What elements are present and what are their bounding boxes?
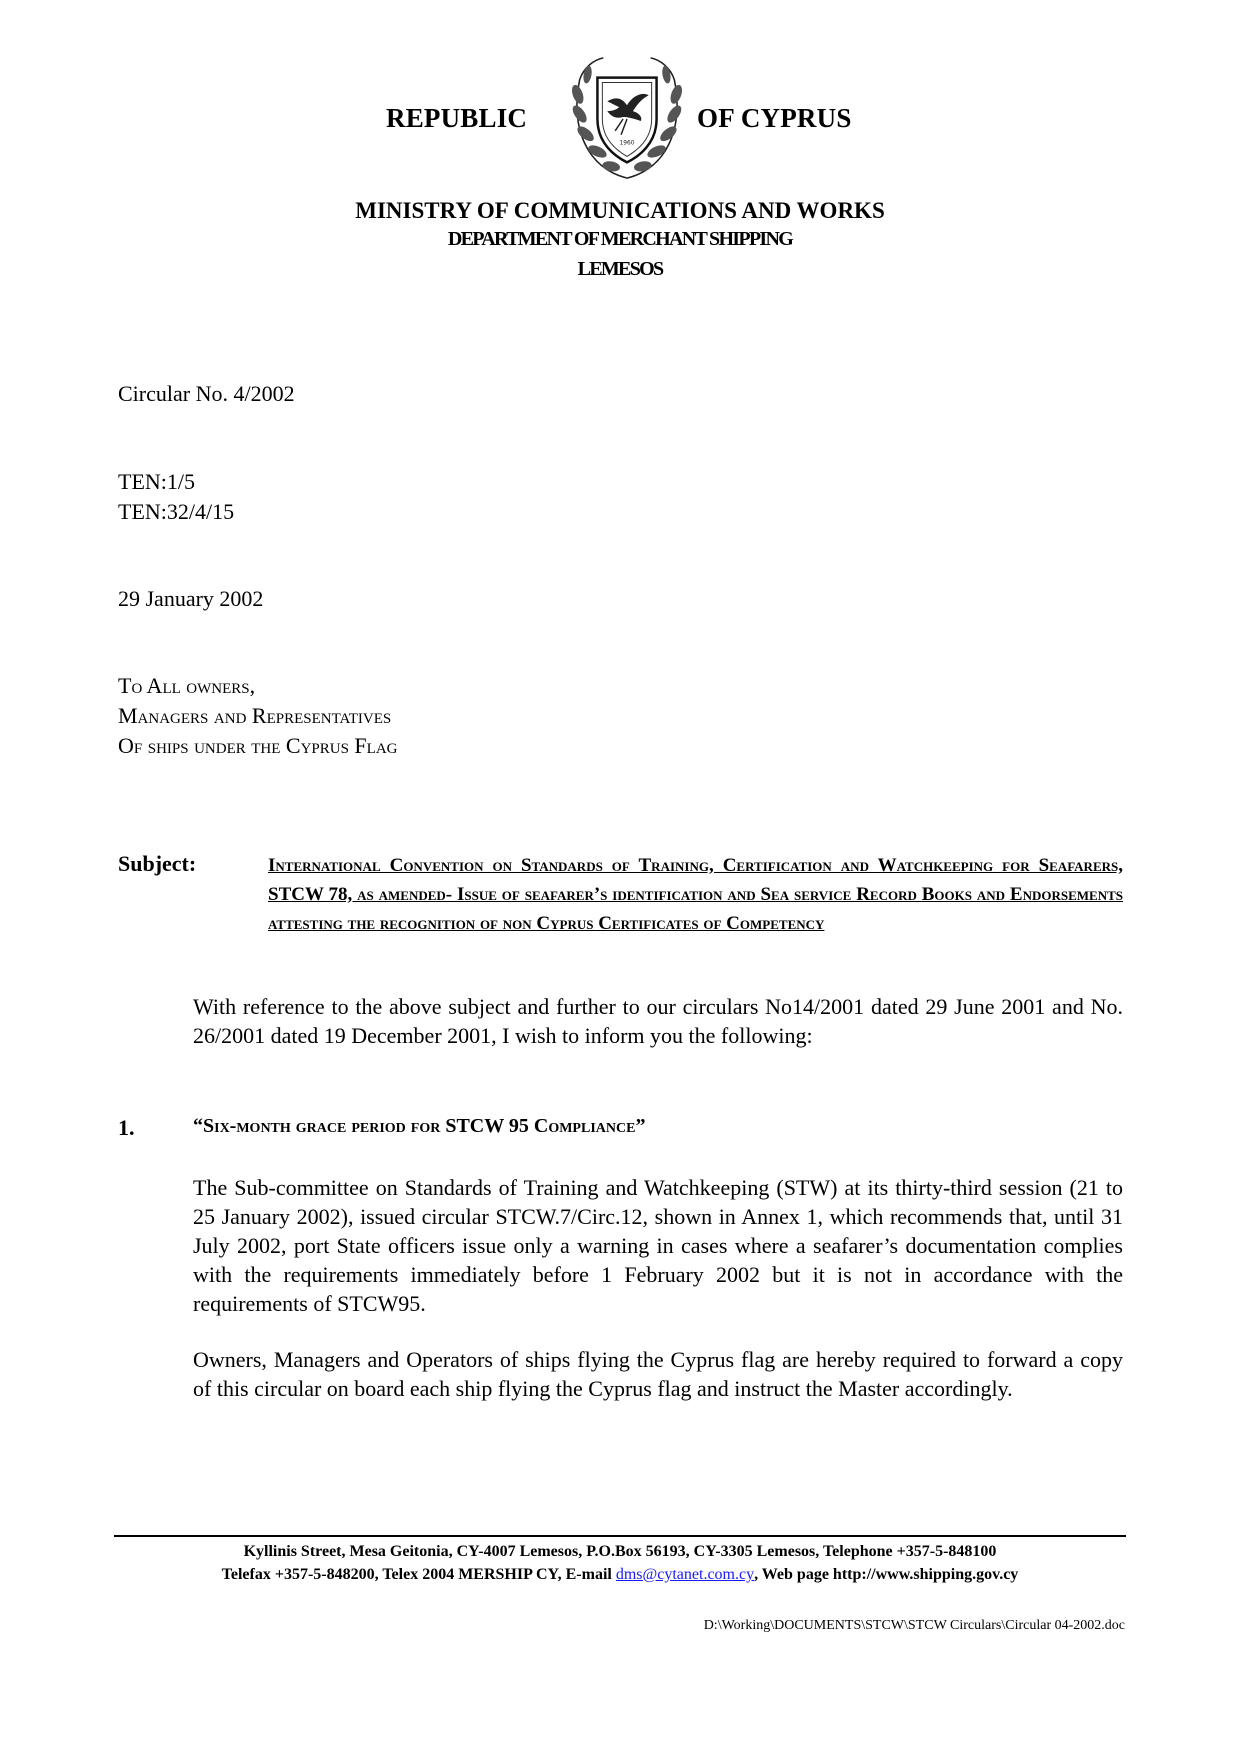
reference-2: TEN:32/4/15: [118, 499, 235, 524]
item-paragraph-1: The Sub-committee on Standards of Training and Watchkeeping (STW) at its thirty-third session (21 to 25 January 2002), issued circular STCW.7/Circ.12, shown in Annex 1, which recommends that, until 31 July 2002, port State officers issue only a warning in cases where a seafarer’s documentation complies with the requirements immediately before 1 February 2002 but it is not in accordance with the requirements of STCW95.: [193, 1175, 1123, 1316]
addressee-line-3: Of ships under the Cyprus Flag: [118, 733, 398, 758]
intro-paragraph: With reference to the above subject and further to our circulars No14/2001 dated 29 June 2001 and No. 26/2001 dated 19 December 2001, I wish to inform you the following:: [193, 994, 1123, 1048]
header-of-cyprus: OF CYPRUS: [697, 103, 852, 133]
ministry-name: MINISTRY OF COMMUNICATIONS AND WORKS: [355, 198, 885, 223]
department-name: DEPARTMENT OF MERCHANT SHIPPING: [447, 228, 793, 250]
cyprus-coat-of-arms-emblem: [558, 50, 696, 188]
circular-number: Circular No. 4/2002: [118, 381, 295, 406]
footer-address: Kyllinis Street, Mesa Geitonia, CY-4007 Lemesos, P.O.Box 56193, CY-3305 Lemesos, Telephone +357-5-848100: [243, 1543, 997, 1560]
subject-text: International Convention on Standards of Training, Certification and Watchkeeping for Seafarers, STCW 78, as amended- Issue of seafarer’s identification and Sea service Record Books and Endorsements attesting the recognition of non Cyprus Certificates of Competency: [268, 855, 1123, 934]
document-file-path: D:\Working\DOCUMENTS\STCW\STCW Circulars\Circular 04-2002.doc: [703, 1618, 1125, 1633]
footer-contacts-prefix: Telefax +357-5-848200, Telex 2004 MERSHIP CY, E-mail: [221, 1566, 616, 1583]
circular-date: 29 January 2002: [118, 586, 264, 611]
footer-contacts-suffix: , Web page http://www.shipping.gov.cy: [754, 1566, 1019, 1583]
addressee-line-2: Managers and Representatives: [118, 703, 392, 728]
footer-divider: [114, 1535, 1126, 1537]
item-paragraph-2: Owners, Managers and Operators of ships flying the Cyprus flag are hereby required to forward a copy of this circular on board each ship flying the Cyprus flag and instruct the Master accordingly.: [193, 1347, 1123, 1401]
reference-1: TEN:1/5: [118, 469, 195, 494]
emblem-year: 1960: [619, 140, 635, 147]
header-republic: REPUBLIC: [386, 103, 528, 133]
footer-contacts: [0, 1566, 1240, 1584]
item-title: “Six-month grace period for STCW 95 Compliance”: [193, 1115, 646, 1137]
email-link[interactable]: dms@cytanet.com.cy: [615, 1566, 755, 1583]
city-name: LEMESOS: [577, 258, 663, 280]
addressee-line-1: To All owners,: [118, 673, 256, 698]
subject-label: Subject:: [118, 851, 197, 876]
item-number: 1.: [118, 1115, 135, 1140]
